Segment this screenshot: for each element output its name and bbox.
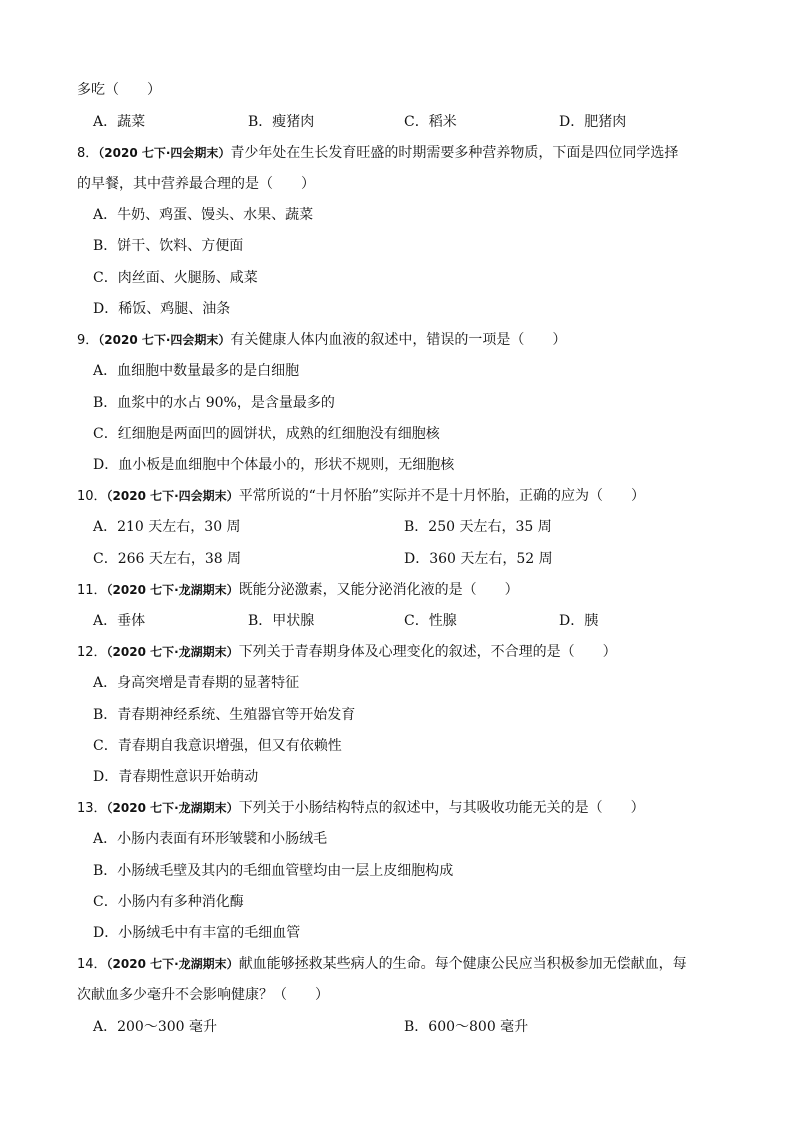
q14-stem (77, 954, 687, 975)
q9-option-b: B．血浆中的水占 90%，是含量最多的 (93, 395, 335, 411)
q10-number: 10． (77, 489, 107, 504)
q8-stem (77, 143, 678, 164)
q10-text: 平常所说的“十月怀胎”实际并不是十月怀胎，正确的应为（ ） (238, 488, 646, 504)
q10-stem (77, 486, 645, 507)
q8-number: 8． (77, 146, 99, 161)
q8-option-a: A．牛奶、鸡蛋、馒头、水果、蔬菜 (93, 207, 314, 223)
q14-source: （2020 七下·龙湖期末） (106, 957, 239, 971)
q8-text: 青少年处在生长发育旺盛的时期需要多种营养物质，下面是四位同学选择 (230, 145, 679, 161)
q12-stem (77, 642, 617, 663)
q11-source: （2020 七下·龙湖期末） (106, 583, 239, 597)
q8-option-c: C．肉丝面、火腿肠、咸菜 (93, 270, 258, 286)
q11-option-a: A．垂体 (93, 613, 146, 629)
q11-stem (77, 580, 519, 601)
q14-text: 献血能够拯救某些病人的生命。每个健康公民应当积极参加无偿献血，每 (238, 956, 687, 972)
q12-number: 12． (77, 645, 107, 660)
q11-option-c: C．性腺 (404, 613, 457, 629)
q8-source: （2020 七下·四会期末） (98, 146, 231, 160)
q9-text: 有关健康人体内血液的叙述中，错误的一项是（ ） (230, 332, 567, 348)
q9-option-c: C．红细胞是两面凹的圆饼状，成熟的红细胞没有细胞核 (93, 426, 440, 442)
q12-option-b: B．青春期神经系统、生殖器官等开始发育 (93, 707, 356, 723)
q14-option-b: B．600～800 毫升 (404, 1019, 529, 1035)
q12-option-d: D．青春期性意识开始萌动 (93, 769, 259, 785)
q13-option-c: C．小肠内有多种消化酶 (93, 894, 244, 910)
q10-option-b: B．250 天左右，35 周 (404, 519, 552, 535)
q11-number: 11． (77, 583, 107, 598)
q7-stem-tail: 多吃（ ） (77, 82, 161, 98)
q7-option-a: A．蔬菜 (93, 114, 146, 130)
q8-option-b: B．饼干、饮料、方便面 (93, 238, 244, 254)
q7-option-b: B．瘦猪肉 (248, 114, 315, 130)
q9-number: 9． (77, 333, 99, 348)
q13-option-a: A．小肠内表面有环形皱襞和小肠绒毛 (93, 831, 328, 847)
q10-source: （2020 七下·四会期末） (106, 489, 239, 503)
q10-option-c: C．266 天左右，38 周 (93, 551, 242, 567)
q13-text: 下列关于小肠结构特点的叙述中，与其吸收功能无关的是（ ） (238, 800, 645, 816)
q13-source: （2020 七下·龙湖期末） (106, 801, 239, 815)
q13-option-b: B．小肠绒毛壁及其内的毛细血管壁均由一层上皮细胞构成 (93, 863, 454, 879)
q9-option-a: A．血细胞中数量最多的是白细胞 (93, 363, 300, 379)
q9-source: （2020 七下·四会期末） (98, 333, 231, 347)
q11-option-b: B．甲状腺 (248, 613, 315, 629)
q12-source: （2020 七下·龙湖期末） (106, 645, 239, 659)
q13-option-d: D．小肠绒毛中有丰富的毛细血管 (93, 925, 301, 941)
q14-option-a: A．200～300 毫升 (93, 1019, 218, 1035)
q12-option-a: A．身高突增是青春期的显著特征 (93, 675, 300, 691)
q9-stem (77, 330, 566, 351)
q12-text: 下列关于青春期身体及心理变化的叙述，不合理的是（ ） (238, 644, 617, 660)
q10-option-a: A．210 天左右，30 周 (93, 519, 241, 535)
q14-number: 14． (77, 957, 107, 972)
q13-stem (77, 798, 645, 819)
q8-option-d: D．稀饭、鸡腿、油条 (93, 301, 231, 317)
q8-stem-cont: 的早餐，其中营养最合理的是（ ） (77, 176, 315, 192)
q14-stem-cont: 次献血多少毫升不会影响健康？（ ） (77, 987, 329, 1003)
q9-option-d: D．血小板是血细胞中个体最小的，形状不规则，无细胞核 (93, 457, 455, 473)
q7-option-d: D．肥猪肉 (559, 114, 627, 130)
q10-option-d: D．360 天左右，52 周 (404, 551, 553, 567)
q11-option-d: D．胰 (559, 613, 599, 629)
q13-number: 13． (77, 801, 107, 816)
q11-text: 既能分泌激素，又能分泌消化液的是（ ） (238, 582, 519, 598)
q7-option-c: C．稻米 (404, 114, 457, 130)
q12-option-c: C．青春期自我意识增强，但又有依赖性 (93, 738, 342, 754)
